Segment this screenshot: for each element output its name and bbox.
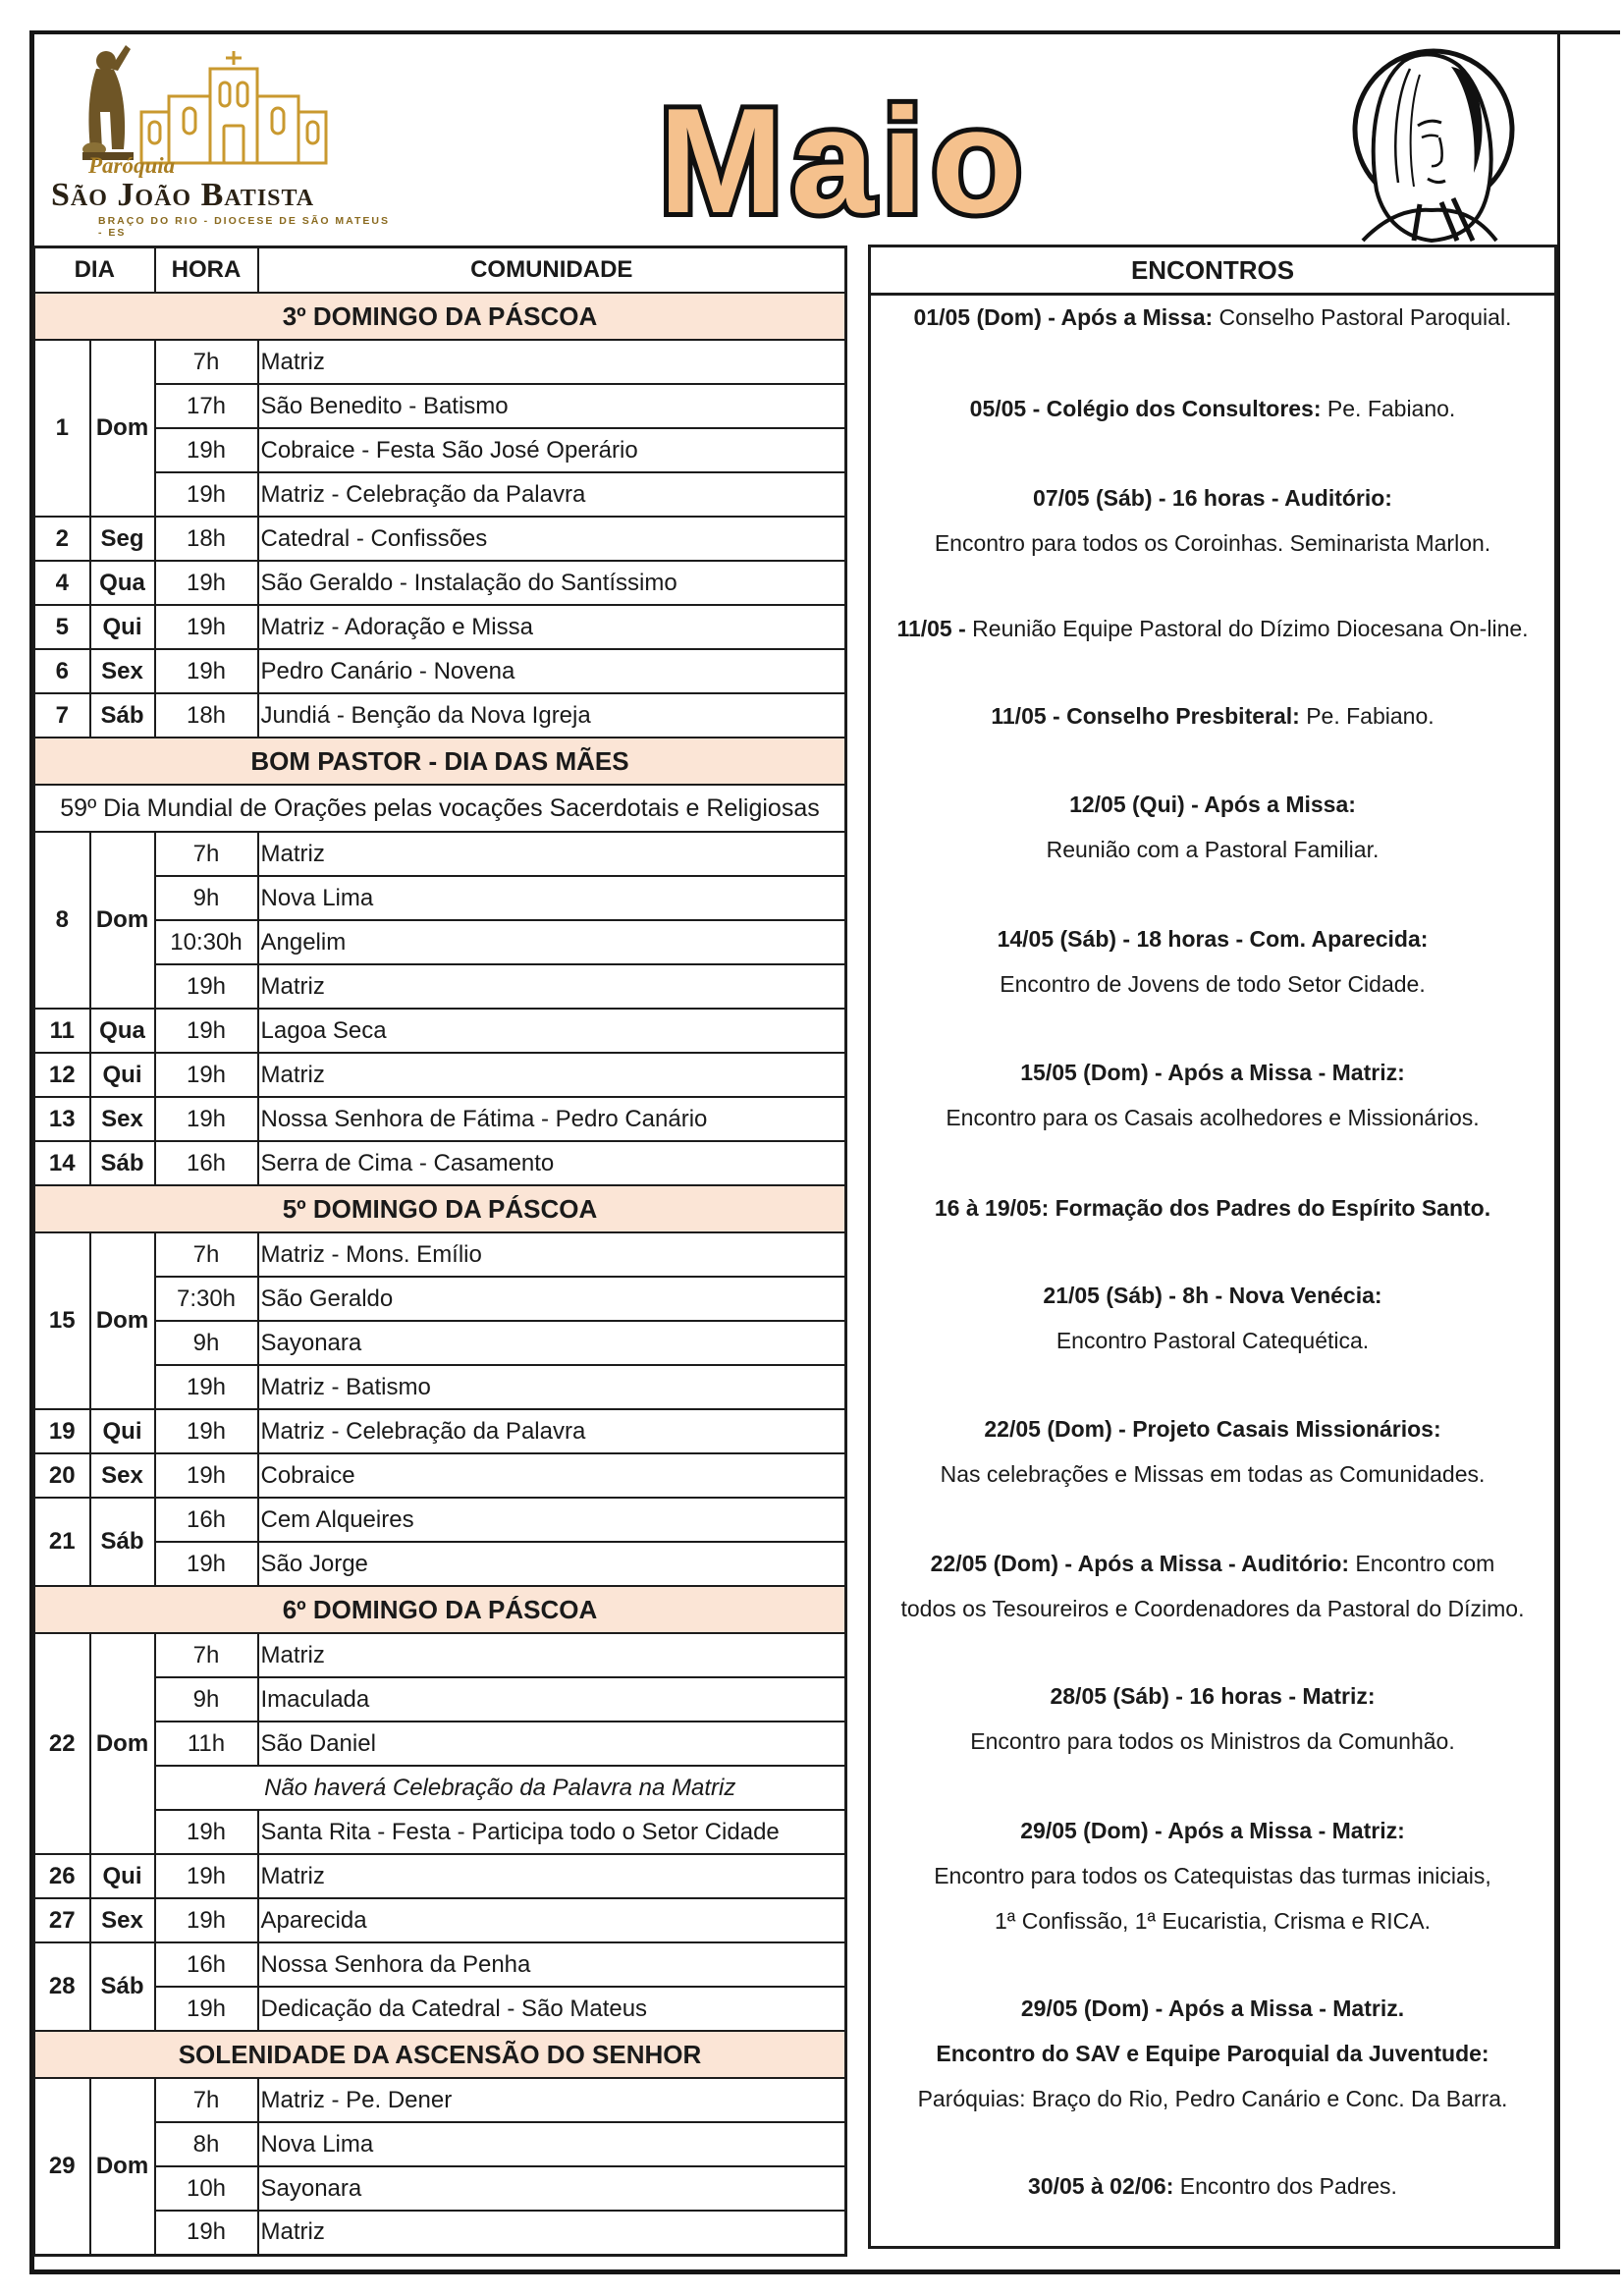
encontros-header: ENCONTROS <box>871 247 1554 296</box>
column-header-hora: HORA <box>155 247 258 294</box>
time-cell: 19h <box>155 1854 258 1898</box>
encontro-line <box>871 1541 1554 1586</box>
time-cell: 10:30h <box>155 920 258 964</box>
day-number-cell: 14 <box>34 1141 90 1185</box>
weekday-cell: Sáb <box>90 693 155 738</box>
encontro-line <box>871 295 1554 340</box>
encontro-line <box>871 1673 1554 1719</box>
encontro-entry <box>871 782 1554 872</box>
encontro-date-label: 30/05 à 02/06: <box>1028 2173 1174 2199</box>
weekday-cell: Dom <box>90 1633 155 1854</box>
encontro-line <box>871 1986 1554 2031</box>
encontro-line <box>871 1050 1554 1095</box>
note-cell: Não haverá Celebração da Palavra na Matriz <box>155 1766 846 1810</box>
day-number-cell: 21 <box>34 1498 90 1586</box>
encontro-entry <box>871 1541 1554 1631</box>
time-cell: 19h <box>155 1898 258 1942</box>
time-cell: 8h <box>155 2122 258 2166</box>
encontro-description: Conselho Pastoral Paroquial. <box>1213 304 1512 330</box>
day-number-cell: 8 <box>34 832 90 1009</box>
day-number-cell: 26 <box>34 1854 90 1898</box>
time-cell: 7h <box>155 832 258 876</box>
encontro-description: Encontro para os Casais acolhedores e Missionários. <box>946 1105 1480 1130</box>
encontro-date-label: 11/05 - Conselho Presbiteral: <box>991 703 1300 729</box>
community-cell: Aparecida <box>258 1898 846 1942</box>
encontro-description: Reunião com a Pastoral Familiar. <box>1046 837 1380 862</box>
encontro-line <box>871 1451 1554 1497</box>
day-number-cell: 2 <box>34 517 90 561</box>
community-cell: Santa Rita - Festa - Participa todo o Setor Cidade <box>258 1810 846 1854</box>
time-cell: 19h <box>155 1810 258 1854</box>
community-cell: São Geraldo - Instalação do Santíssimo <box>258 561 846 605</box>
encontro-date-label: 29/05 (Dom) - Após a Missa - Matriz. <box>1020 1995 1405 2021</box>
encontro-description: Encontro com <box>1349 1551 1495 1576</box>
time-cell: 11h <box>155 1722 258 1766</box>
day-number-cell: 19 <box>34 1409 90 1453</box>
community-cell: Matriz <box>258 340 846 384</box>
encontro-entry <box>871 2163 1554 2209</box>
encontro-description: Encontro para todos os Coroinhas. Seminarista Marlon. <box>934 530 1491 556</box>
community-cell: Matriz - Pe. Dener <box>258 2078 846 2122</box>
community-cell: Nova Lima <box>258 876 846 920</box>
community-cell: São Geraldo <box>258 1277 846 1321</box>
encontro-line <box>871 1808 1554 1853</box>
day-number-cell: 7 <box>34 693 90 738</box>
community-cell: Matriz - Batismo <box>258 1365 846 1409</box>
encontro-date-label: 28/05 (Sáb) - 16 horas - Matriz: <box>1050 1683 1376 1709</box>
encontro-entry <box>871 1273 1554 1363</box>
weekday-cell: Seg <box>90 517 155 561</box>
time-cell: 19h <box>155 561 258 605</box>
logo-script-text: Paróquia <box>88 153 176 178</box>
time-cell: 19h <box>155 1542 258 1586</box>
time-cell: 16h <box>155 1498 258 1542</box>
day-number-cell: 1 <box>34 340 90 517</box>
time-cell: 19h <box>155 1097 258 1141</box>
encontro-date-label: Encontro do SAV e Equipe Paroquial da Juventude: <box>936 2041 1489 2066</box>
encontro-description: Encontro para todos os Ministros da Comunhão. <box>970 1728 1455 1754</box>
time-cell: 9h <box>155 876 258 920</box>
encontro-line <box>871 1898 1554 1943</box>
day-number-cell: 5 <box>34 605 90 649</box>
community-cell: Cobraice <box>258 1453 846 1498</box>
weekday-cell: Qui <box>90 1409 155 1453</box>
community-cell: Jundiá - Benção da Nova Igreja <box>258 693 846 738</box>
community-cell: Serra de Cima - Casamento <box>258 1141 846 1185</box>
weekday-cell: Sex <box>90 649 155 693</box>
time-cell: 19h <box>155 649 258 693</box>
community-cell: Matriz <box>258 1633 846 1677</box>
month-title-wordart <box>511 57 1178 244</box>
community-cell: Matriz <box>258 2211 846 2255</box>
weekday-cell: Qua <box>90 1009 155 1053</box>
weekday-cell: Dom <box>90 1232 155 1409</box>
encontro-description: Nas celebrações e Missas em todas as Comunidades. <box>940 1461 1486 1487</box>
community-cell: Sayonara <box>258 1321 846 1365</box>
community-cell: Matriz - Celebração da Palavra <box>258 1409 846 1453</box>
time-cell: 19h <box>155 1053 258 1097</box>
day-number-cell: 6 <box>34 649 90 693</box>
encontro-line <box>871 520 1554 566</box>
community-cell: Matriz <box>258 1854 846 1898</box>
encontro-line <box>871 2031 1554 2076</box>
day-number-cell: 15 <box>34 1232 90 1409</box>
logo-diocese-line: BRAÇO DO RIO - DIOCESE DE SÃO MATEUS - ES <box>98 215 390 239</box>
section-band: BOM PASTOR - DIA DAS MÃES <box>34 738 846 785</box>
encontro-description: Paróquias: Braço do Rio, Pedro Canário e Conc. Da Barra. <box>917 2086 1508 2111</box>
time-cell: 19h <box>155 1987 258 2031</box>
encontro-description: Encontro de Jovens de todo Setor Cidade. <box>1000 971 1426 997</box>
right-column-rule <box>1557 30 1560 2249</box>
community-cell: Catedral - Confissões <box>258 517 846 561</box>
weekday-cell: Sex <box>90 1898 155 1942</box>
saint-statue-icon <box>82 45 134 160</box>
encontro-date-label: 05/05 - Colégio dos Consultores: <box>969 396 1322 421</box>
encontro-line <box>871 1185 1554 1230</box>
encontro-description: Encontro para todos os Catequistas das turmas iniciais, <box>934 1863 1491 1888</box>
day-number-cell: 28 <box>34 1942 90 2031</box>
time-cell: 7h <box>155 340 258 384</box>
day-number-cell: 13 <box>34 1097 90 1141</box>
time-cell: 7h <box>155 2078 258 2122</box>
community-cell: Nossa Senhora da Penha <box>258 1942 846 1987</box>
day-number-cell: 27 <box>34 1898 90 1942</box>
community-cell: Cem Alqueires <box>258 1498 846 1542</box>
day-number-cell: 4 <box>34 561 90 605</box>
day-number-cell: 20 <box>34 1453 90 1498</box>
weekday-cell: Sáb <box>90 1942 155 2031</box>
encontro-date-label: 22/05 (Dom) - Projeto Casais Missionários: <box>984 1416 1441 1442</box>
weekday-cell: Qua <box>90 561 155 605</box>
weekday-cell: Dom <box>90 340 155 517</box>
weekday-cell: Sáb <box>90 1498 155 1586</box>
encontro-line <box>871 693 1554 738</box>
column-header-comunidade: COMUNIDADE <box>258 247 846 294</box>
encontro-line <box>871 1095 1554 1140</box>
community-cell: Pedro Canário - Novena <box>258 649 846 693</box>
time-cell: 18h <box>155 693 258 738</box>
encontro-entry <box>871 1185 1554 1230</box>
weekday-cell: Sáb <box>90 1141 155 1185</box>
encontros-panel <box>868 245 1557 2249</box>
weekday-cell: Dom <box>90 2078 155 2255</box>
encontro-line <box>871 2076 1554 2121</box>
info-band: 59º Dia Mundial de Orações pelas vocações Sacerdotais e Religiosas <box>34 785 846 832</box>
encontro-entry <box>871 606 1554 651</box>
encontro-line <box>871 606 1554 651</box>
time-cell: 9h <box>155 1677 258 1722</box>
encontro-entry <box>871 1808 1554 1943</box>
community-cell: São Benedito - Batismo <box>258 384 846 428</box>
encontro-date-label: 14/05 (Sáb) - 18 horas - Com. Aparecida: <box>997 926 1429 952</box>
community-cell: Sayonara <box>258 2166 846 2211</box>
encontro-line <box>871 1853 1554 1898</box>
encontro-date-label: 29/05 (Dom) - Após a Missa - Matriz: <box>1020 1818 1405 1843</box>
time-cell: 7:30h <box>155 1277 258 1321</box>
community-cell: Matriz - Mons. Emílio <box>258 1232 846 1277</box>
church-icon <box>141 51 326 163</box>
time-cell: 19h <box>155 2211 258 2255</box>
encontro-line <box>871 1719 1554 1764</box>
weekday-cell: Qui <box>90 1854 155 1898</box>
encontro-line <box>871 386 1554 431</box>
day-number-cell: 29 <box>34 2078 90 2255</box>
day-number-cell: 12 <box>34 1053 90 1097</box>
encontro-line <box>871 2163 1554 2209</box>
community-cell: Matriz <box>258 832 846 876</box>
encontro-line <box>871 916 1554 961</box>
time-cell: 19h <box>155 472 258 517</box>
encontro-entry <box>871 1050 1554 1140</box>
encontro-line <box>871 1273 1554 1318</box>
time-cell: 17h <box>155 384 258 428</box>
community-cell: Dedicação da Catedral - São Mateus <box>258 1987 846 2031</box>
encontro-line <box>871 475 1554 520</box>
encontro-entry <box>871 295 1554 340</box>
encontro-date-label: 22/05 (Dom) - Após a Missa - Auditório: <box>930 1551 1350 1576</box>
encontro-description: Pe. Fabiano. <box>1299 703 1435 729</box>
encontro-line <box>871 1586 1554 1631</box>
day-number-cell: 22 <box>34 1633 90 1854</box>
community-cell: Nossa Senhora de Fátima - Pedro Canário <box>258 1097 846 1141</box>
weekday-cell: Qui <box>90 605 155 649</box>
time-cell: 19h <box>155 428 258 472</box>
weekday-cell: Qui <box>90 1053 155 1097</box>
encontro-entry <box>871 1986 1554 2121</box>
encontro-line <box>871 1406 1554 1451</box>
section-band: SOLENIDADE DA ASCENSÃO DO SENHOR <box>34 2031 846 2078</box>
encontro-description: 1ª Confissão, 1ª Eucaristia, Crisma e RICA. <box>995 1908 1431 1934</box>
community-cell: Angelim <box>258 920 846 964</box>
time-cell: 7h <box>155 1633 258 1677</box>
time-cell: 19h <box>155 605 258 649</box>
logo-parish-name: São João Batista <box>51 177 315 213</box>
section-band: 6º DOMINGO DA PÁSCOA <box>34 1586 846 1633</box>
encontro-date-label: 11/05 - <box>896 616 973 641</box>
community-cell: Matriz - Adoração e Missa <box>258 605 846 649</box>
time-cell: 7h <box>155 1232 258 1277</box>
encontro-entry <box>871 693 1554 738</box>
section-band: 5º DOMINGO DA PÁSCOA <box>34 1185 846 1232</box>
time-cell: 18h <box>155 517 258 561</box>
encontro-description: todos os Tesoureiros e Coordenadores da Pastoral do Dízimo. <box>900 1596 1525 1621</box>
encontro-date-label: 21/05 (Sáb) - 8h - Nova Venécia: <box>1043 1283 1382 1308</box>
virgin-mary-line-art <box>1324 35 1536 244</box>
time-cell: 19h <box>155 1009 258 1053</box>
community-cell: Matriz - Celebração da Palavra <box>258 472 846 517</box>
encontro-entry <box>871 1673 1554 1764</box>
community-cell: São Daniel <box>258 1722 846 1766</box>
community-cell: São Jorge <box>258 1542 846 1586</box>
time-cell: 19h <box>155 1365 258 1409</box>
encontro-description: Reunião Equipe Pastoral do Dízimo Diocesana On-line. <box>972 616 1529 641</box>
encontro-entry <box>871 916 1554 1007</box>
encontro-line <box>871 1318 1554 1363</box>
schedule-table <box>32 246 847 2257</box>
community-cell: Nova Lima <box>258 2122 846 2166</box>
community-cell: Lagoa Seca <box>258 1009 846 1053</box>
month-title-text: Maio <box>658 78 1031 244</box>
time-cell: 19h <box>155 1453 258 1498</box>
community-cell: Matriz <box>258 964 846 1009</box>
encontro-date-label: 15/05 (Dom) - Após a Missa - Matriz: <box>1020 1060 1405 1085</box>
community-cell: Cobraice - Festa São José Operário <box>258 428 846 472</box>
parish-logo-art <box>51 39 385 167</box>
day-number-cell: 11 <box>34 1009 90 1053</box>
encontro-date-label: 12/05 (Qui) - Após a Missa: <box>1069 792 1356 817</box>
encontro-line <box>871 961 1554 1007</box>
encontro-description: Pe. Fabiano. <box>1321 396 1456 421</box>
encontro-line <box>871 827 1554 872</box>
encontro-date-label: 16 à 19/05: Formação dos Padres do Espírito Santo. <box>934 1195 1491 1221</box>
encontro-line <box>871 782 1554 827</box>
column-header-dia: DIA <box>34 247 155 294</box>
encontro-entry <box>871 1406 1554 1497</box>
community-cell: Imaculada <box>258 1677 846 1722</box>
weekday-cell: Sex <box>90 1097 155 1141</box>
time-cell: 19h <box>155 1409 258 1453</box>
parish-logo <box>51 39 395 241</box>
time-cell: 16h <box>155 1942 258 1987</box>
weekday-cell: Sex <box>90 1453 155 1498</box>
encontro-description: Encontro Pastoral Catequética. <box>1056 1328 1370 1353</box>
encontro-date-label: 07/05 (Sáb) - 16 horas - Auditório: <box>1033 485 1392 511</box>
community-cell: Matriz <box>258 1053 846 1097</box>
encontro-entry <box>871 475 1554 566</box>
encontro-description: Encontro dos Padres. <box>1173 2173 1397 2199</box>
weekday-cell: Dom <box>90 832 155 1009</box>
time-cell: 10h <box>155 2166 258 2211</box>
section-band: 3º DOMINGO DA PÁSCOA <box>34 293 846 340</box>
encontro-date-label: 01/05 (Dom) - Após a Missa: <box>913 304 1214 330</box>
time-cell: 19h <box>155 964 258 1009</box>
encontro-entry <box>871 386 1554 431</box>
time-cell: 16h <box>155 1141 258 1185</box>
time-cell: 9h <box>155 1321 258 1365</box>
